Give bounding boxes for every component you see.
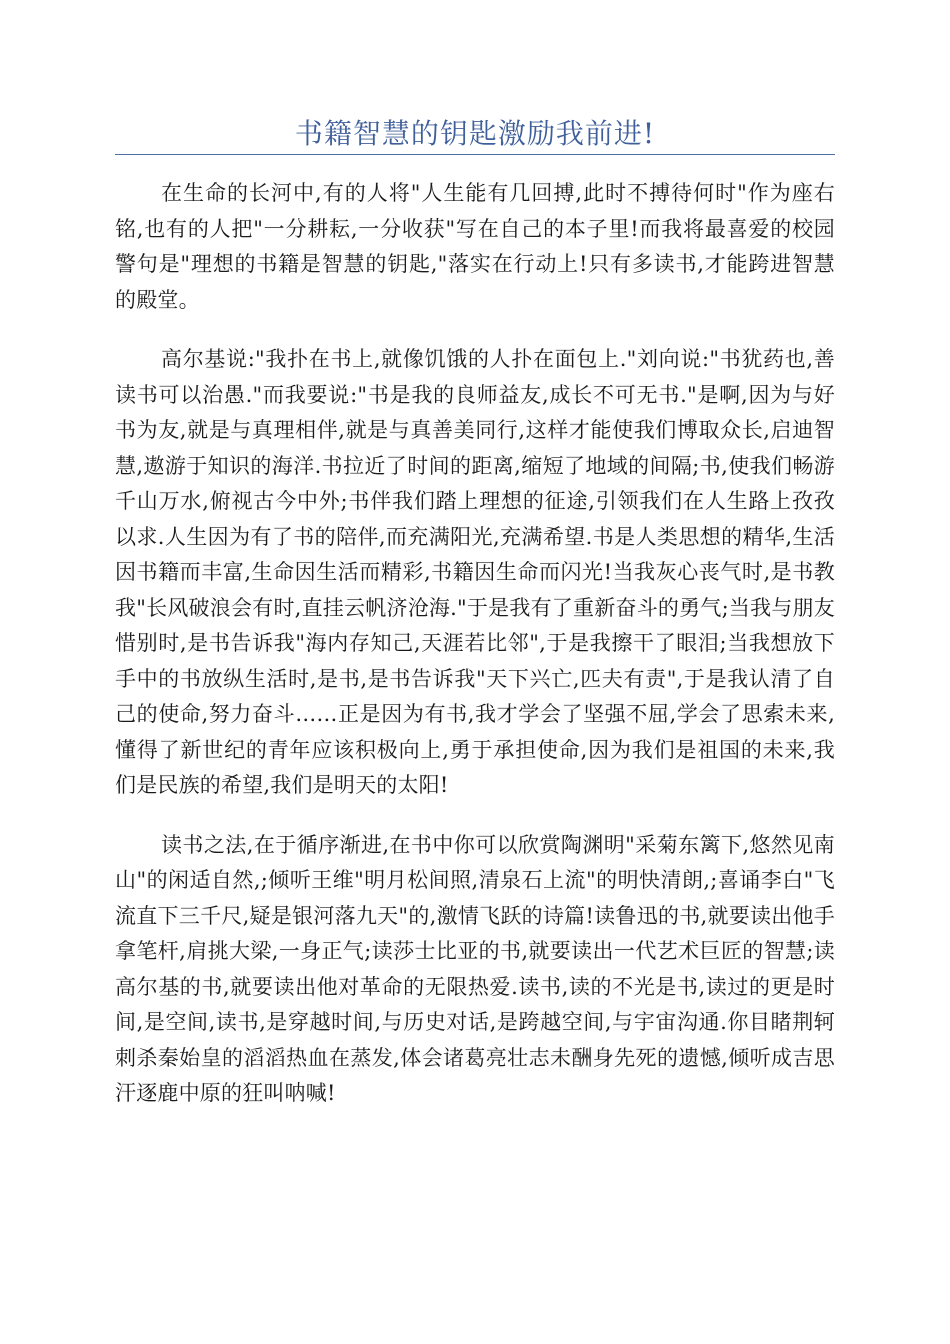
title-underline — [115, 154, 835, 155]
paragraph-1: 在生命的长河中,有的人将"人生能有几回搏,此时不搏待何时"作为座右铭,也有的人把"一分耕耘,一分收获"写在自己的本子里!而我将最喜爱的校园警句是"理想的书籍是智慧的钥匙,"落实在行动上!只有多读书,才能跨进智慧的殿堂。 — [115, 181, 835, 312]
paragraph-2: 高尔基说:"我扑在书上,就像饥饿的人扑在面包上."刘向说:"书犹药也,善读书可以治愚."而我要说:"书是我的良师益友,成长不可无书."是啊,因为与好书为友,就是与真理相伴,就是与真善美同行,这样才能使我们博取众长,启迪智慧,遨游于知识的海洋.书拉近了时间的距离,缩短了地域的间隔;书,使我们畅游千山万水,俯视古今中外;书伴我们踏上理想的征途,引领我们在人生路上孜孜以求.人生因为有了书的陪伴,而充满阳光,充满希望.书是人类思想的精华,生活因书籍而丰富,生命因生活而精彩,书籍因生命而闪光!当我灰心丧气时,是书教我"长风破浪会有时,直挂云帆济沧海."于是我有了重新奋斗的勇气;当我与朋友惜别时,是书告诉我"海内存知己,天涯若比邻",于是我擦干了眼泪;当我想放下手中的书放纵生活时,是书,是书告诉我"天下兴亡,匹夫有责",于是我认清了自己的使命,努力奋斗……正是因为有书,我才学会了坚强不屈,学会了思索未来,懂得了新世纪的青年应该积极向上,勇于承担使命,因为我们是祖国的未来,我们是民族的希望,我们是明天的太阳! — [115, 347, 835, 797]
document-body — [115, 176, 835, 1136]
document-title: 书籍智慧的钥匙激励我前进! — [294, 117, 656, 150]
paragraph-3: 读书之法,在于循序渐进,在书中你可以欣赏陶渊明"采菊东篱下,悠然见南山"的闲适自然,;倾听王维"明月松间照,清泉石上流"的明快清朗,;喜诵李白"飞流直下三千尺,疑是银河落九天"的,激情飞跃的诗篇!读鲁迅的书,就要读出他手拿笔杆,肩挑大梁,一身正气;读莎士比亚的书,就要读出一代艺术巨匠的智慧;读高尔基的书,就要读出他对革命的无限热爱.读书,读的不光是书,读过的更是时间,是空间,读书,是穿越时间,与历史对话,是跨越空间,与宇宙沟通.你目睹荆轲刺杀秦始皇的滔滔热血在蒸发,体会诸葛亮壮志未酬身先死的遗憾,倾听成吉思汗逐鹿中原的狂叫呐喊! — [115, 832, 835, 1105]
